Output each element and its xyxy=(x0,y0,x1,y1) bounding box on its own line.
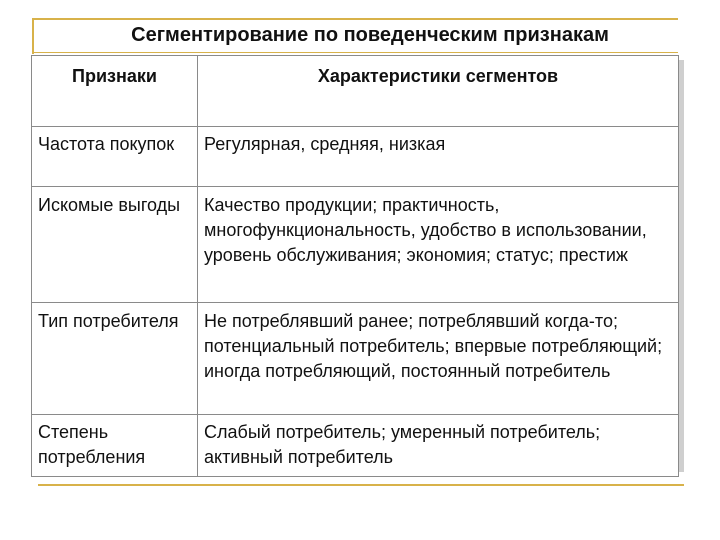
table-row xyxy=(32,415,679,477)
description-cell: Качество продукции; практичность, многофункциональность, удобство в использовании, уровень обслуживания; экономия; статус; престиж xyxy=(198,187,679,303)
feature-cell: Частота покупок xyxy=(32,127,198,187)
top-rule xyxy=(32,18,678,20)
table-row xyxy=(32,127,679,187)
table-row xyxy=(32,303,679,415)
segmentation-table xyxy=(31,55,679,477)
header-characteristics: Характеристики сегментов xyxy=(198,56,679,127)
feature-cell: Искомые выгоды xyxy=(32,187,198,303)
description-cell: Регулярная, средняя, низкая xyxy=(198,127,679,187)
bottom-rule xyxy=(38,484,684,486)
feature-cell: Степень потребления xyxy=(32,415,198,477)
slide-title: Сегментирование по поведенческим признакам xyxy=(131,24,609,46)
table-row xyxy=(32,187,679,303)
feature-cell: Тип потребителя xyxy=(32,303,198,415)
table-header-row xyxy=(32,56,679,127)
description-cell: Не потреблявший ранее; потреблявший когда-то; потенциальный потребитель; впервые потребляющий; иногда потребляющий, постоянный потребитель xyxy=(198,303,679,415)
description-cell: Слабый потребитель; умеренный потребитель; активный потребитель xyxy=(198,415,679,477)
title-underline xyxy=(32,52,678,53)
left-rule xyxy=(32,18,34,54)
header-features: Признаки xyxy=(32,56,198,127)
